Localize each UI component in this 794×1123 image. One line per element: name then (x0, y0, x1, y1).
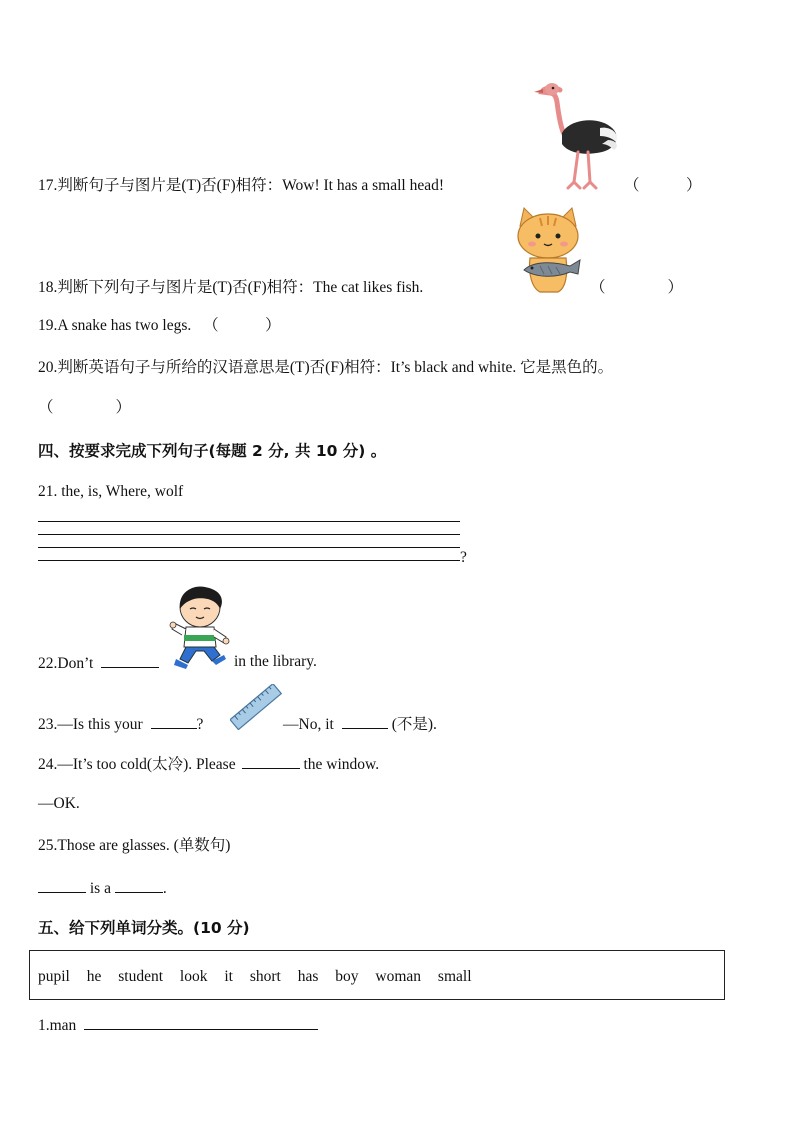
question-24-before: 24.—It’s too cold(太冷). Please (38, 756, 236, 773)
answer-blank-24[interactable] (242, 753, 300, 769)
question-21-end-mark: ? (460, 549, 467, 566)
word-item: short (249, 968, 281, 985)
word-item: boy (335, 968, 359, 985)
answer-paren-20[interactable]: （ ） (38, 399, 132, 416)
question-24-reply: —OK. (38, 795, 80, 812)
answer-paren-19[interactable]: （ ） (203, 317, 281, 334)
word-item: woman (375, 968, 422, 985)
cat-with-fish-image (510, 204, 588, 296)
category-1-label: 1.man (38, 1017, 77, 1034)
word-item: student (118, 968, 164, 985)
question-20 (38, 358, 613, 378)
question-23-before: 23.—Is this your (38, 716, 143, 733)
question-18 (38, 278, 423, 298)
word-item: has (297, 968, 319, 985)
question-17 (38, 176, 444, 196)
running-boy-image (168, 585, 234, 669)
question-23-mid: —No, it (283, 716, 334, 733)
answer-blank-25a[interactable] (38, 877, 86, 893)
answer-paren-18[interactable]: （ ） (590, 279, 684, 296)
question-17-text: 17.判断句子与图片是(T)否(F)相符：Wow! It has a small head! (38, 177, 444, 194)
word-bank-box (29, 950, 725, 1000)
answer-blank-23a[interactable] (151, 713, 197, 729)
answer-line-21b[interactable] (38, 534, 460, 535)
question-24-after: the window. (303, 756, 380, 773)
question-22-before: 22.Don’t (38, 655, 94, 672)
answer-line-21d[interactable] (38, 560, 460, 561)
answer-line-21a[interactable] (38, 521, 460, 522)
answer-blank-23b[interactable] (342, 713, 388, 729)
question-19 (38, 316, 281, 336)
question-22-after: in the library. (234, 653, 317, 670)
category-1 (38, 1014, 318, 1036)
word-item: pupil (38, 968, 70, 985)
question-23-q-mark: ? (196, 716, 204, 733)
answer-blank-22[interactable] (101, 652, 159, 668)
question-18-text: 18.判断下列句子与图片是(T)否(F)相符：The cat likes fish. (38, 279, 424, 296)
ruler-image (230, 684, 282, 730)
answer-paren-17[interactable]: （ ） (624, 177, 702, 194)
question-20-text: 20.判断英语句子与所给的汉语意思是(T)否(F)相符：It’s black and white. 它是黑色的。 (38, 359, 614, 376)
ostrich-image (530, 78, 625, 193)
question-22 (38, 652, 163, 674)
answer-blank-25b[interactable] (115, 877, 163, 893)
question-25-answer (38, 877, 167, 899)
question-24 (38, 753, 379, 775)
word-item: he (86, 968, 102, 985)
word-item: look (179, 968, 208, 985)
question-19-text: 19.A snake has two legs. (38, 317, 192, 334)
question-23-reply (283, 713, 437, 735)
question-21 (38, 482, 183, 502)
word-bank (38, 967, 485, 987)
question-25-end: . (162, 880, 167, 897)
question-23-after: (不是). (391, 716, 437, 733)
word-item: it (224, 968, 233, 985)
question-25: 25.Those are glasses. (单数句) (38, 837, 231, 854)
section-5-title: 五、给下列单词分类。(10 分) (38, 919, 250, 937)
question-21-text: 21. the, is, Where, wolf (38, 483, 184, 500)
section-4-title: 四、按要求完成下列句子(每题 2 分, 共 10 分) 。 (38, 442, 387, 460)
answer-line-21c[interactable] (38, 547, 460, 548)
word-item: small (437, 968, 472, 985)
question-25-mid: is a (89, 880, 111, 897)
category-1-answer-line[interactable] (84, 1014, 318, 1030)
question-23 (38, 713, 203, 735)
